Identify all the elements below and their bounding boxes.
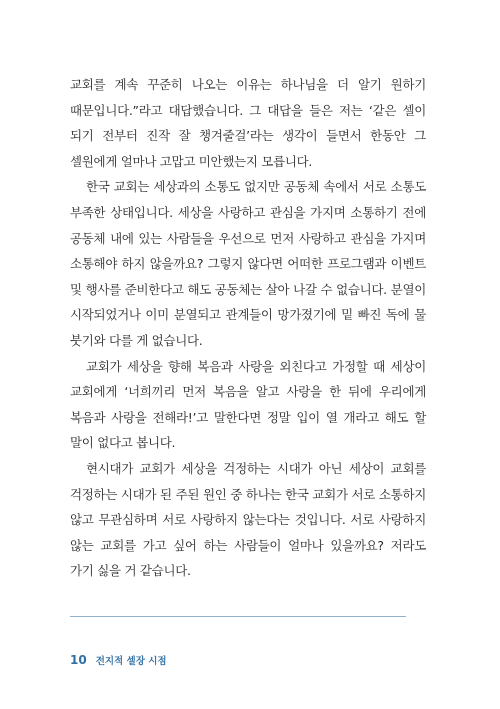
paragraph: 교회를 계속 꾸준히 나오는 이유는 하나님을 더 알기 원하기 때문입니다.”라고 대답했습니다. 그 대답을 들은 저는 ‘같은 셀이 되기 전부터 진작 잘 챙겨줄걸’라는 생각이 들면서 한동안 그 셀원에게 얼마나 고맙고 미안했는지 모릅니다. <box>70 77 426 169</box>
paragraph: 한국 교회는 세상과의 소통도 없지만 공동체 속에서 서로 소통도 부족한 상태입니다. 세상을 사랑하고 관심을 가지며 소통하기 전에 공동체 내에 있는 사람들을 우선으로 먼저 사랑하고 관심을 가지며 소통해야 하지 않을까요? 그렇지 않다면 어떠한 프로그램과 이벤트 및 행사를 준비한다고 해도 공동체는 살아 나갈 수 없습니다. 분열이 시작되었거나 이미 분열되고 관계들이 망가졌기에 밑 빠진 독에 물 붓기와 다를 게 없습니다. <box>70 179 426 348</box>
paragraph: 현시대가 교회가 세상을 걱정하는 시대가 아닌 세상이 교회를 걱정하는 시대가 된 주된 원인 중 하나는 한국 교회가 서로 소통하지 않고 무관심하며 서로 사랑하지 않는다는 것입니다. 서로 사랑하지 않는 교회를 가고 싶어 하는 사람들이 얼마나 있을까요? 저라도 가기 싫을 거 같습니다. <box>70 460 426 579</box>
page-number: 10 <box>70 653 87 667</box>
footer-divider <box>70 616 406 617</box>
paragraph: 교회가 세상을 향해 복음과 사랑을 외친다고 가정할 때 세상이 교회에게 ‘너희끼리 먼저 복음을 알고 사랑을 한 뒤에 우리에게 복음과 사랑을 전해라!’고 말한다면 정말 입이 열 개라고 해도 할 말이 없다고 봅니다. <box>70 358 426 451</box>
running-title: 전지적 셀장 시점 <box>95 656 167 667</box>
page-footer <box>70 653 167 667</box>
body-text <box>70 72 426 584</box>
